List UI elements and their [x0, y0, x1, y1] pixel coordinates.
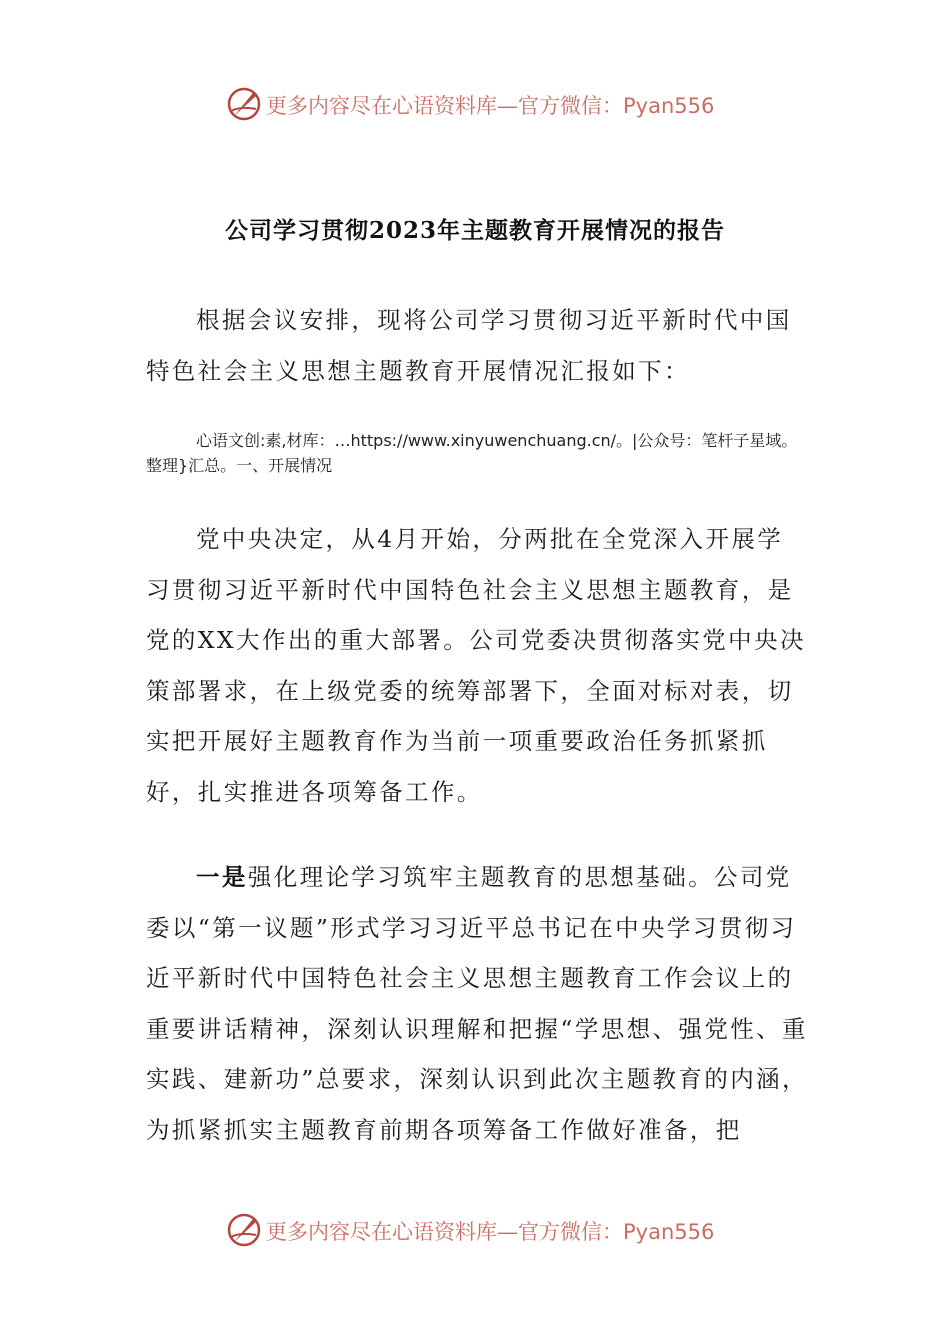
source-note: 心语文创:素,材库：…https://www.xinyuwenchuang.cn/。|公众号：笔杆子星域。整理}汇总。一、开展情况: [146, 431, 798, 475]
document-title: 公司学习贯彻2023年主题教育开展情况的报告: [224, 217, 725, 244]
header-wechat-id: Pyan556: [623, 94, 715, 118]
header-watermark-text: 更多内容尽在心语资料库—官方微信：Pyan556: [266, 94, 715, 118]
point-one-body: 强化理论学习筑牢主题教育的思想基础。公司党委以“第一议题”形式学习习近平总书记在中央学习贯彻习近平新时代中国特色社会主义思想主题教育工作会议上的重要讲话精神，深刻认识理解和把握“学思想、强党性、重实践、建新功”总要求，深刻认识到此次主题教育的内涵，为抓紧抓实主题教育前期各项筹备工作做好准备，把: [146, 863, 808, 1144]
paragraph-intro: 根据会议安排，现将公司学习贯彻习近平新时代中国特色社会主义思想主题教育开展情况汇报如下：: [146, 306, 792, 385]
quill-logo-icon: [226, 1212, 262, 1248]
footer-wechat-id: Pyan556: [623, 1220, 715, 1244]
paragraph-background: 党中央决定，从4月开始，分两批在全党深入开展学习贯彻习近平新时代中国特色社会主义思想主题教育，是党的XX大作出的重大部署。公司党委决贯彻落实党中央决策部署求，在上级党委的统筹部署下，全面对标对表，切实把开展好主题教育作为当前一项重要政治任务抓紧抓好，扎实推进各项筹备工作。: [146, 525, 806, 806]
quill-logo-icon: [226, 86, 262, 122]
paragraph-point-one: [146, 852, 808, 1155]
point-one-lead: 一是: [196, 863, 248, 891]
footer-watermark-text: 更多内容尽在心语资料库—官方微信：Pyan556: [266, 1220, 715, 1244]
header-watermark-banner: [0, 82, 950, 126]
footer-watermark-banner: [0, 1208, 950, 1252]
